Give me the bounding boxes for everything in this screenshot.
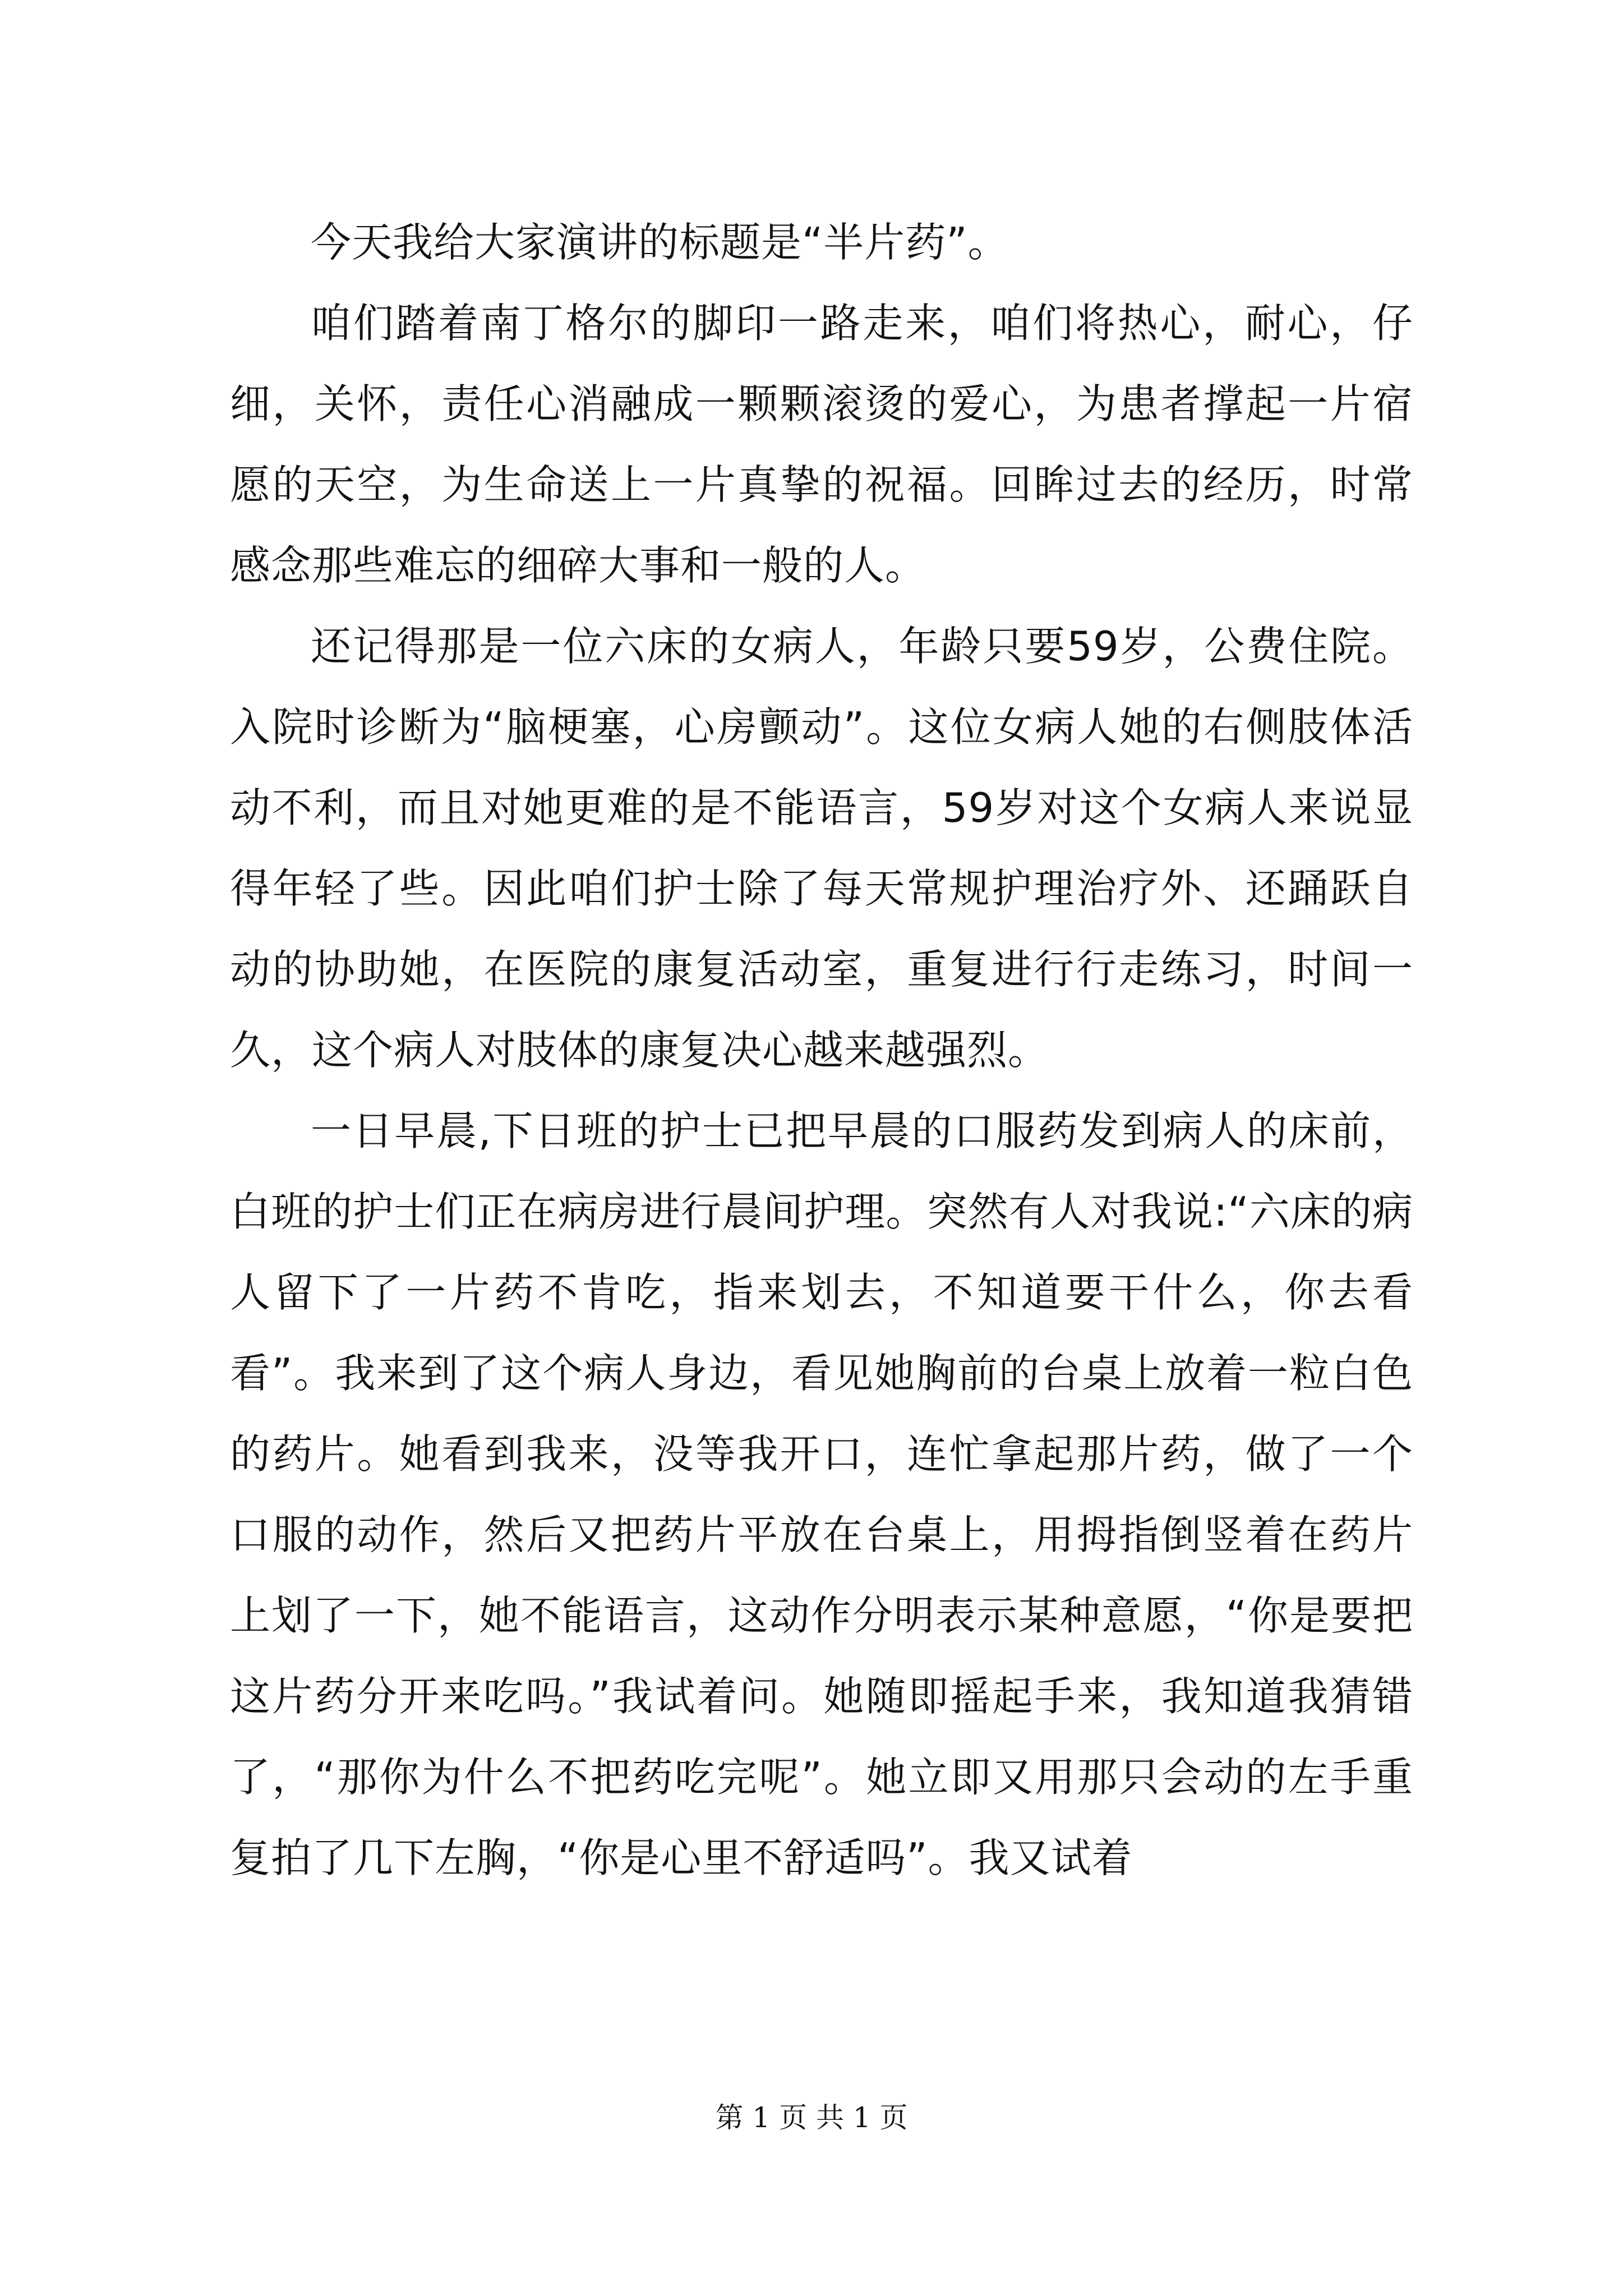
paragraph-title-intro: 今天我给大家演讲的标题是“半片药”。 (311, 219, 1009, 266)
paragraph-morning: 一日早晨,下日班的护士已把早晨的口服药发到病人的床前，白班的护士们正在病房进行晨间护理。突然有人对我说:“六床的病人留下了一片药不肯吃，指来划去，不知道要干什么，你去看看”。我来到了这个病人身边，看见她胸前的台桌上放着一粒白色的药片。她看到我来，没等我开口，连忙拿起那片药，做了一个口服的动作，然后又把药片平放在台桌上，用拇指倒竖着在药片上划了一下，她不能语言，这动作分明表示某种意愿，“你是要把这片药分开来吃吗。”我试着问。她随即摇起手来，我知道我猜错了，“那你为什么不把药吃完呢”。她立即又用那只会动的左手重复拍了几下左胸，“你是心里不舒适吗”。我又试着 (230, 1107, 1413, 1881)
paragraph-nightingale: 咱们踏着南丁格尔的脚印一路走来，咱们将热心，耐心，仔细，关怀，责任心消融成一颗颗滚烫的爱心，为患者撑起一片宿愿的天空，为生命送上一片真挚的祝福。回眸过去的经历，时常感念那些难忘的细碎大事和一般的人。 (230, 300, 1413, 589)
paragraph-patient: 还记得那是一位六床的女病人，年龄只要59岁，公费住院。入院时诊断为“脑梗塞，心房颤动”。这位女病人她的右侧肢体活动不利，而且对她更难的是不能语言，59岁对这个女病人来说显得年轻了些。因此咱们护士除了每天常规护理治疗外、还踊跃自动的协助她，在医院的康复活动室，重复进行行走练习，时间一久，这个病人对肢体的康复决心越来越强烈。 (230, 623, 1413, 1074)
document-body (230, 202, 1413, 1898)
page-footer: 第 1 页 共 1 页 (715, 2101, 908, 2134)
